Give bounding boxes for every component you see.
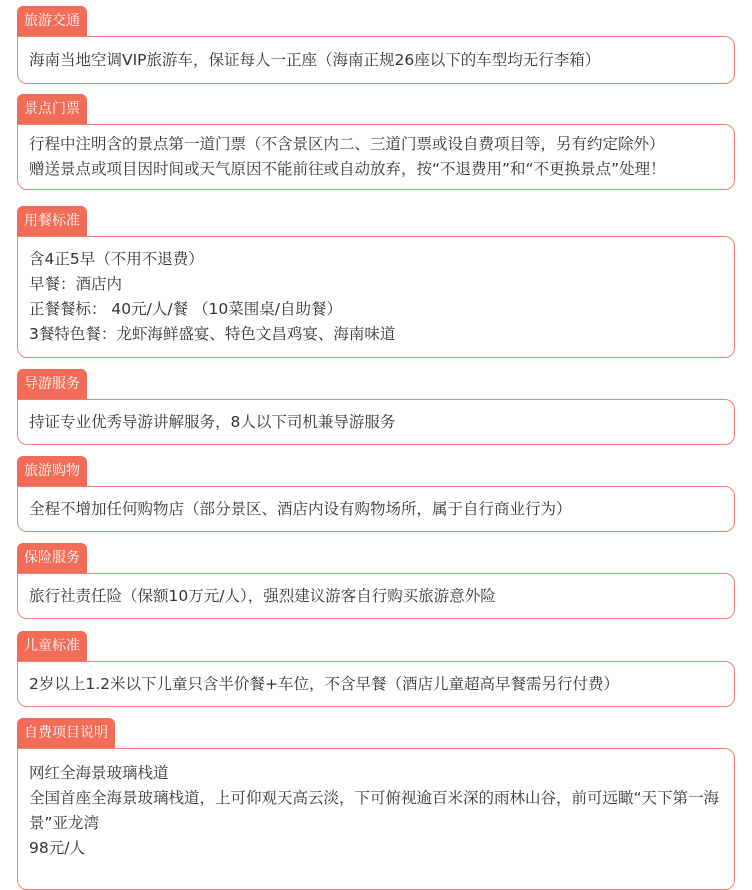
section-content <box>17 124 735 190</box>
content-line: 海南当地空调VIP旅游车，保证每人一正座（海南正规26座以下的车型均无行李箱） <box>29 51 601 69</box>
section-tag: 自费项目说明 <box>17 718 115 748</box>
section-content <box>17 486 735 532</box>
content-line: 旅行社责任险（保额10万元/人），强烈建议游客自行购买旅游意外险 <box>29 587 496 605</box>
content-line: 3餐特色餐：龙虾海鲜盛宴、特色文昌鸡宴、海南味道 <box>29 325 396 343</box>
section-tag: 旅游交通 <box>17 6 87 36</box>
section-content <box>17 661 735 707</box>
content-line: 赠送景点或项目因时间或天气原因不能前往或自动放弃，按“不退费用”和“不更换景点”处理！ <box>29 160 666 178</box>
content-line: 网红全海景玻璃栈道 <box>29 764 169 782</box>
section-tag: 景点门票 <box>17 94 87 124</box>
content-line: 行程中注明含的景点第一道门票（不含景区内二、三道门票或设自费项目等，另有约定除外） <box>29 135 665 153</box>
section-tag: 儿童标准 <box>17 631 87 661</box>
content-line: 98元/人 <box>29 839 85 857</box>
section-content <box>17 573 735 619</box>
content-line: 含4正5早（不用不退费） <box>29 250 204 268</box>
content-line: 早餐：酒店内 <box>29 275 123 293</box>
section-content <box>17 236 735 358</box>
section-content <box>17 36 735 84</box>
content-line: 正餐餐标： 40元/人/餐 （10菜围桌/自助餐） <box>29 300 342 318</box>
content-line: 全程不增加任何购物店（部分景区、酒店内设有购物场所，属于自行商业行为） <box>29 500 572 518</box>
section-tag: 旅游购物 <box>17 456 87 486</box>
section-tag: 导游服务 <box>17 369 87 399</box>
section-content <box>17 748 735 890</box>
section-content <box>17 399 735 445</box>
section-tag: 保险服务 <box>17 543 87 573</box>
content-line: 2岁以上1.2米以下儿童只含半价餐+车位，不含早餐（酒店儿童超高早餐需另行付费） <box>29 675 620 693</box>
section-tag: 用餐标准 <box>17 206 87 236</box>
content-line: 全国首座全海景玻璃栈道，上可仰观天高云淡，下可俯视逾百米深的雨林山谷，前可远瞰“天下第一海景”亚龙湾 <box>29 789 720 832</box>
content-line: 持证专业优秀导游讲解服务，8人以下司机兼导游服务 <box>29 413 396 431</box>
